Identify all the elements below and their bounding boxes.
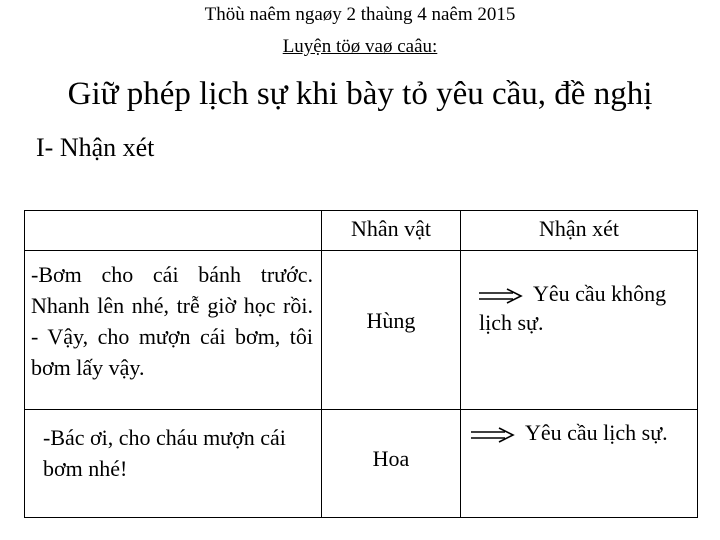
character-cell	[322, 251, 461, 410]
header-cell-comment	[461, 211, 698, 251]
table-row	[25, 409, 698, 517]
lesson-label	[0, 36, 720, 58]
header-cell-quote	[25, 211, 322, 251]
quote-text: -Bác ơi, cho cháu mượn cái bơm nhé!	[43, 424, 286, 481]
header-cell-character	[322, 211, 461, 251]
double-right-arrow-icon	[471, 427, 515, 443]
header-comment-label: Nhận xét	[538, 216, 620, 241]
comment-cell	[461, 251, 698, 410]
quote-text: -Bơm cho cái bánh trước. Nhanh lên nhé, trễ giờ học rồi. - Vậy, cho mượn cái bơm, tôi bơm lấy vậy.	[31, 262, 313, 381]
double-right-arrow-icon	[479, 288, 523, 304]
header-character-label: Nhân vật	[350, 216, 432, 241]
quote-cell	[25, 251, 322, 410]
table-row	[25, 251, 698, 410]
lesson-text: Luyện töø vaø caâu:	[282, 36, 438, 57]
observation-table	[24, 210, 698, 518]
character-name: Hùng	[366, 308, 416, 334]
comment-text: Yêu cầu không lịch sự.	[479, 281, 667, 336]
comment-cell	[461, 409, 698, 517]
comment-block	[461, 251, 697, 337]
date-line: Thöù naêm ngaøy 2 thaùng 4 naêm 2015	[204, 4, 516, 25]
table-header-row	[25, 211, 698, 251]
character-cell	[322, 409, 461, 517]
quote-cell	[25, 409, 322, 517]
section-heading: I- Nhận xét	[36, 133, 155, 162]
comment-block	[461, 410, 697, 446]
comment-text: Yêu cầu lịch sự.	[525, 419, 668, 445]
page-title: Giữ phép lịch sự khi bày tỏ yêu cầu, đề nghị	[67, 76, 653, 112]
character-name: Hoa	[372, 445, 410, 471]
